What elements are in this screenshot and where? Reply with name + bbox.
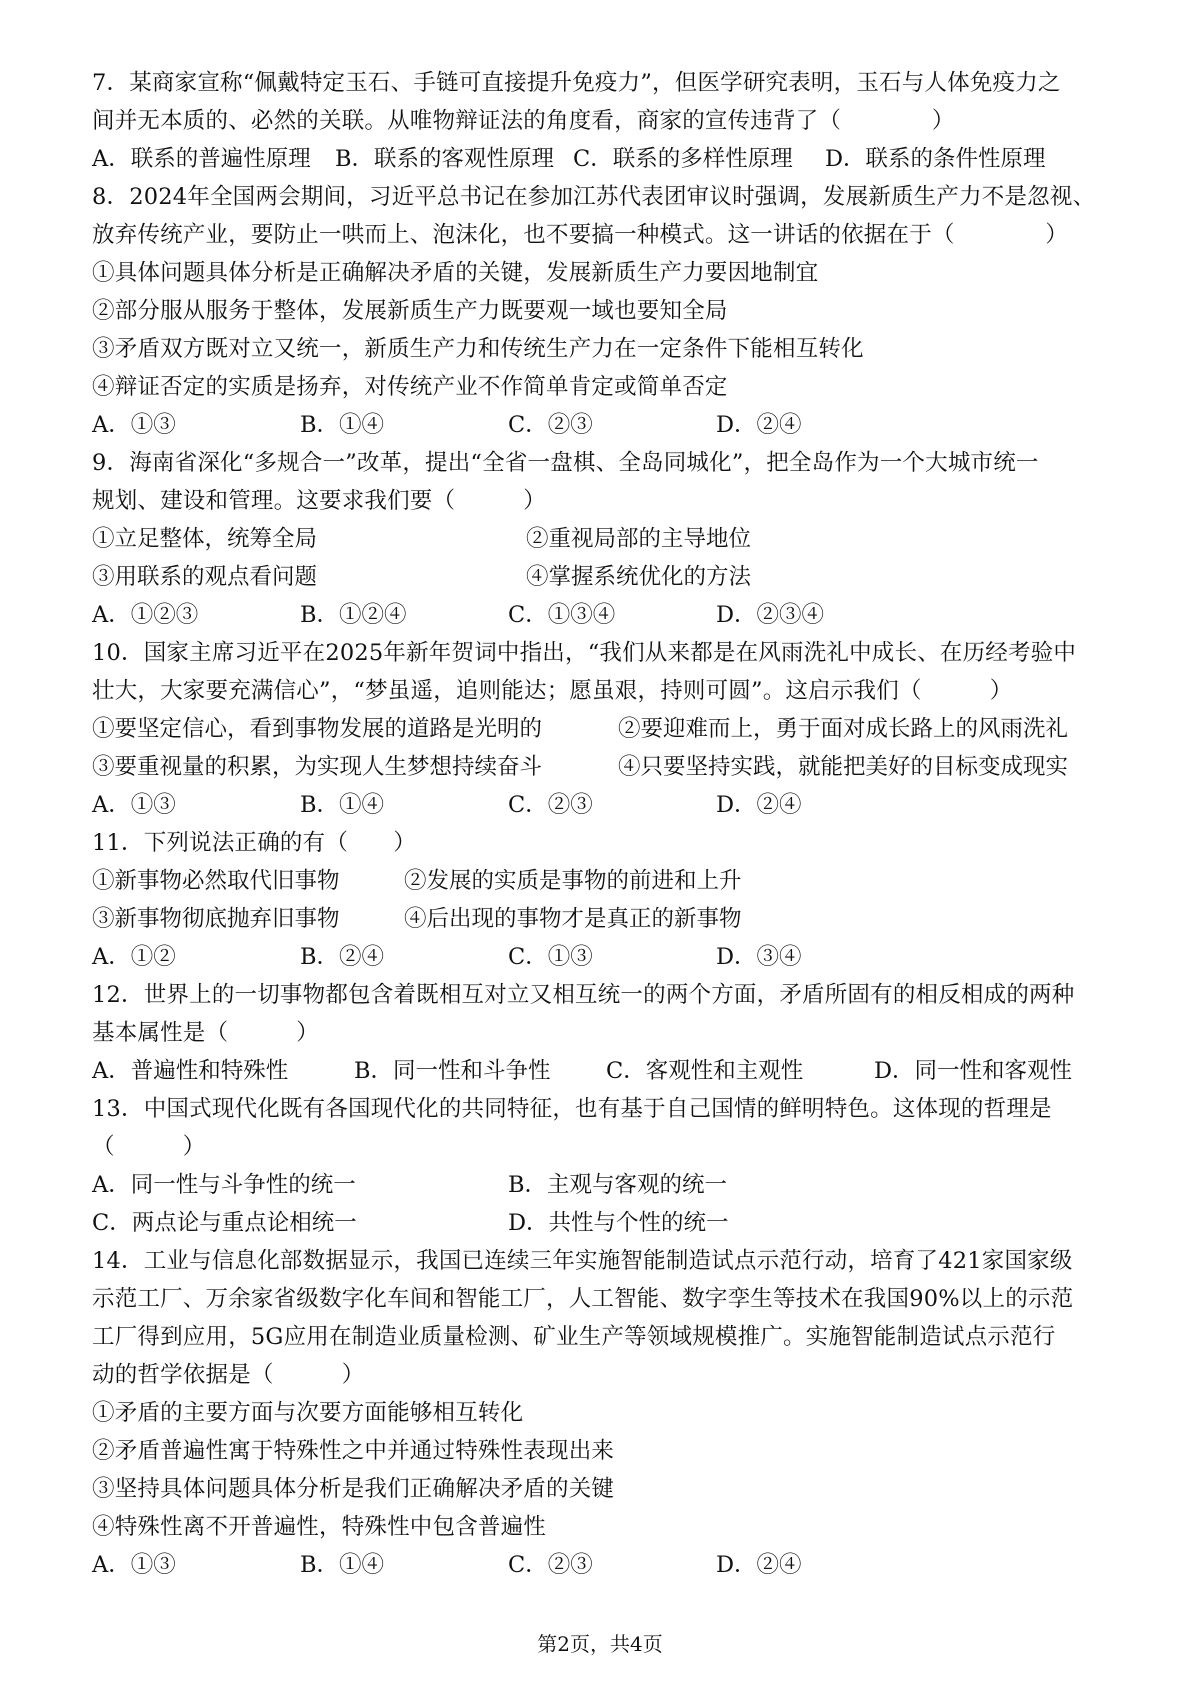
q11-option-a: A．①② bbox=[92, 944, 176, 970]
q8-option-a: A．①③ bbox=[92, 412, 176, 438]
q9-item-2: ②重视局部的主导地位 bbox=[526, 526, 752, 552]
exam-page bbox=[92, 64, 1132, 1584]
q9-options bbox=[92, 596, 1132, 634]
q11-options bbox=[92, 938, 1132, 976]
q11-option-b: B．②④ bbox=[300, 944, 385, 970]
q11-stem-line1: 11．下列说法正确的有（ ） bbox=[92, 830, 417, 856]
q10-option-c: C．②③ bbox=[508, 792, 593, 818]
q12-option-d: D．同一性和客观性 bbox=[874, 1058, 1073, 1084]
q12-stem-line1: 12．世界上的一切事物都包含着既相互对立又相互统一的两个方面，矛盾所固有的相反相成的两种 bbox=[92, 982, 1075, 1008]
q14-item-2: ②矛盾普遍性寓于特殊性之中并通过特殊性表现出来 bbox=[92, 1438, 615, 1464]
q7-option-a: A．联系的普遍性原理 bbox=[92, 146, 311, 172]
q9-item-1: ①立足整体，统筹全局 bbox=[92, 526, 318, 552]
q8-option-c: C．②③ bbox=[508, 412, 593, 438]
q9-stem-line2: 规划、建设和管理。这要求我们要（ ） bbox=[92, 488, 547, 514]
q9-item-3: ③用联系的观点看问题 bbox=[92, 564, 318, 590]
q14-option-b: B．①④ bbox=[300, 1552, 385, 1578]
q9-option-a: A．①②③ bbox=[92, 602, 199, 628]
q13-options-row1 bbox=[92, 1166, 1132, 1204]
q11-item-4: ④后出现的事物才是真正的新事物 bbox=[404, 906, 742, 932]
q10-items-row2 bbox=[92, 748, 1132, 786]
q9-option-d: D．②③④ bbox=[716, 602, 825, 628]
q10-options bbox=[92, 786, 1132, 824]
q12-stem-line2: 基本属性是（ ） bbox=[92, 1020, 320, 1046]
q13-stem-line2: （ ） bbox=[92, 1134, 206, 1160]
q13-option-b: B．主观与客观的统一 bbox=[508, 1172, 728, 1198]
q7-stem-line1: 7．某商家宣称“佩戴特定玉石、手链可直接提升免疫力”，但医学研究表明，玉石与人体免疫力之 bbox=[92, 70, 1061, 96]
q10-items-row1 bbox=[92, 710, 1132, 748]
q7-option-c: C．联系的多样性原理 bbox=[573, 146, 793, 172]
q9-items-row2 bbox=[92, 558, 1132, 596]
q9-option-b: B．①②④ bbox=[300, 602, 407, 628]
q13-option-a: A．同一性与斗争性的统一 bbox=[92, 1172, 356, 1198]
q14-option-d: D．②④ bbox=[716, 1552, 802, 1578]
q7-option-b: B．联系的客观性原理 bbox=[335, 146, 555, 172]
q12-options bbox=[92, 1052, 1132, 1090]
q11-item-2: ②发展的实质是事物的前进和上升 bbox=[404, 868, 742, 894]
q8-stem-line2: 放弃传统产业，要防止一哄而上、泡沫化，也不要搞一种模式。这一讲话的依据在于（ ） bbox=[92, 222, 1069, 248]
q7-options bbox=[92, 140, 1132, 178]
q11-item-3: ③新事物彻底抛弃旧事物 bbox=[92, 906, 340, 932]
q10-stem-line1: 10．国家主席习近平在2025年新年贺词中指出，“我们从来都是在风雨洗礼中成长、在历经考验中 bbox=[92, 640, 1077, 666]
q14-options bbox=[92, 1546, 1132, 1584]
q8-item-1: ①具体问题具体分析是正确解决矛盾的关键，发展新质生产力要因地制宜 bbox=[92, 260, 819, 286]
q11-items-row2 bbox=[92, 900, 1132, 938]
q9-stem-line1: 9．海南省深化“多规合一”改革，提出“全省一盘棋、全岛同城化”，把全岛作为一个大城市统一 bbox=[92, 450, 1039, 476]
q12-option-a: A．普遍性和特殊性 bbox=[92, 1058, 289, 1084]
q13-option-d: D．共性与个性的统一 bbox=[508, 1210, 729, 1236]
q11-option-d: D．③④ bbox=[716, 944, 802, 970]
q13-options-row2 bbox=[92, 1204, 1132, 1242]
q8-option-d: D．②④ bbox=[716, 412, 802, 438]
q10-option-b: B．①④ bbox=[300, 792, 385, 818]
q8-option-b: B．①④ bbox=[300, 412, 385, 438]
q8-stem-line1: 8．2024年全国两会期间，习近平总书记在参加江苏代表团审议时强调，发展新质生产力不是忽视、 bbox=[92, 184, 1096, 210]
q14-option-c: C．②③ bbox=[508, 1552, 593, 1578]
q7-option-d: D．联系的条件性原理 bbox=[825, 146, 1046, 172]
q12-option-c: C．客观性和主观性 bbox=[606, 1058, 804, 1084]
q14-stem-line4: 动的哲学依据是（ ） bbox=[92, 1362, 365, 1388]
q13-option-c: C．两点论与重点论相统一 bbox=[92, 1210, 357, 1236]
q9-option-c: C．①③④ bbox=[508, 602, 616, 628]
q14-option-a: A．①③ bbox=[92, 1552, 176, 1578]
q13-stem-line1: 13．中国式现代化既有各国现代化的共同特征，也有基于自己国情的鲜明特色。这体现的哲理是 bbox=[92, 1096, 1052, 1122]
q7-stem-line2: 间并无本质的、必然的关联。从唯物辩证法的角度看，商家的宣传违背了（ ） bbox=[92, 108, 955, 134]
q10-item-3: ③要重视量的积累，为实现人生梦想持续奋斗 bbox=[92, 754, 543, 780]
q14-item-1: ①矛盾的主要方面与次要方面能够相互转化 bbox=[92, 1400, 524, 1426]
q9-item-4: ④掌握系统优化的方法 bbox=[526, 564, 752, 590]
q10-item-1: ①要坚定信心，看到事物发展的道路是光明的 bbox=[92, 716, 543, 742]
q14-item-4: ④特殊性离不开普遍性，特殊性中包含普遍性 bbox=[92, 1514, 547, 1540]
q8-item-2: ②部分服从服务于整体，发展新质生产力既要观一域也要知全局 bbox=[92, 298, 728, 324]
q10-option-a: A．①③ bbox=[92, 792, 176, 818]
q8-item-4: ④辩证否定的实质是扬弃，对传统产业不作简单肯定或简单否定 bbox=[92, 374, 728, 400]
q14-stem-line3: 工厂得到应用，5G应用在制造业质量检测、矿业生产等领域规模推广。实施智能制造试点示范行 bbox=[92, 1324, 1056, 1350]
q8-item-3: ③矛盾双方既对立又统一，新质生产力和传统生产力在一定条件下能相互转化 bbox=[92, 336, 864, 362]
q10-item-4: ④只要坚持实践，就能把美好的目标变成现实 bbox=[618, 754, 1069, 780]
q11-item-1: ①新事物必然取代旧事物 bbox=[92, 868, 340, 894]
q14-stem-line2: 示范工厂、万余家省级数字化车间和智能工厂，人工智能、数字孪生等技术在我国90%以上的示范 bbox=[92, 1286, 1074, 1312]
q11-items-row1 bbox=[92, 862, 1132, 900]
q14-item-3: ③坚持具体问题具体分析是我们正确解决矛盾的关键 bbox=[92, 1476, 615, 1502]
q10-item-2: ②要迎难而上，勇于面对成长路上的风雨洗礼 bbox=[618, 716, 1069, 742]
q8-options bbox=[92, 406, 1132, 444]
q9-items-row1 bbox=[92, 520, 1132, 558]
q11-option-c: C．①③ bbox=[508, 944, 593, 970]
q10-stem-line2: 壮大，大家要充满信心”，“梦虽遥，追则能达；愿虽艰，持则可圆”。这启示我们（ ） bbox=[92, 678, 1013, 704]
q12-option-b: B．同一性和斗争性 bbox=[354, 1058, 551, 1084]
q10-option-d: D．②④ bbox=[716, 792, 802, 818]
q14-stem-line1: 14．工业与信息化部数据显示，我国已连续三年实施智能制造试点示范行动，培育了421家国家级 bbox=[92, 1248, 1073, 1274]
page-number-footer: 第2页，共4页 bbox=[537, 1632, 663, 1656]
